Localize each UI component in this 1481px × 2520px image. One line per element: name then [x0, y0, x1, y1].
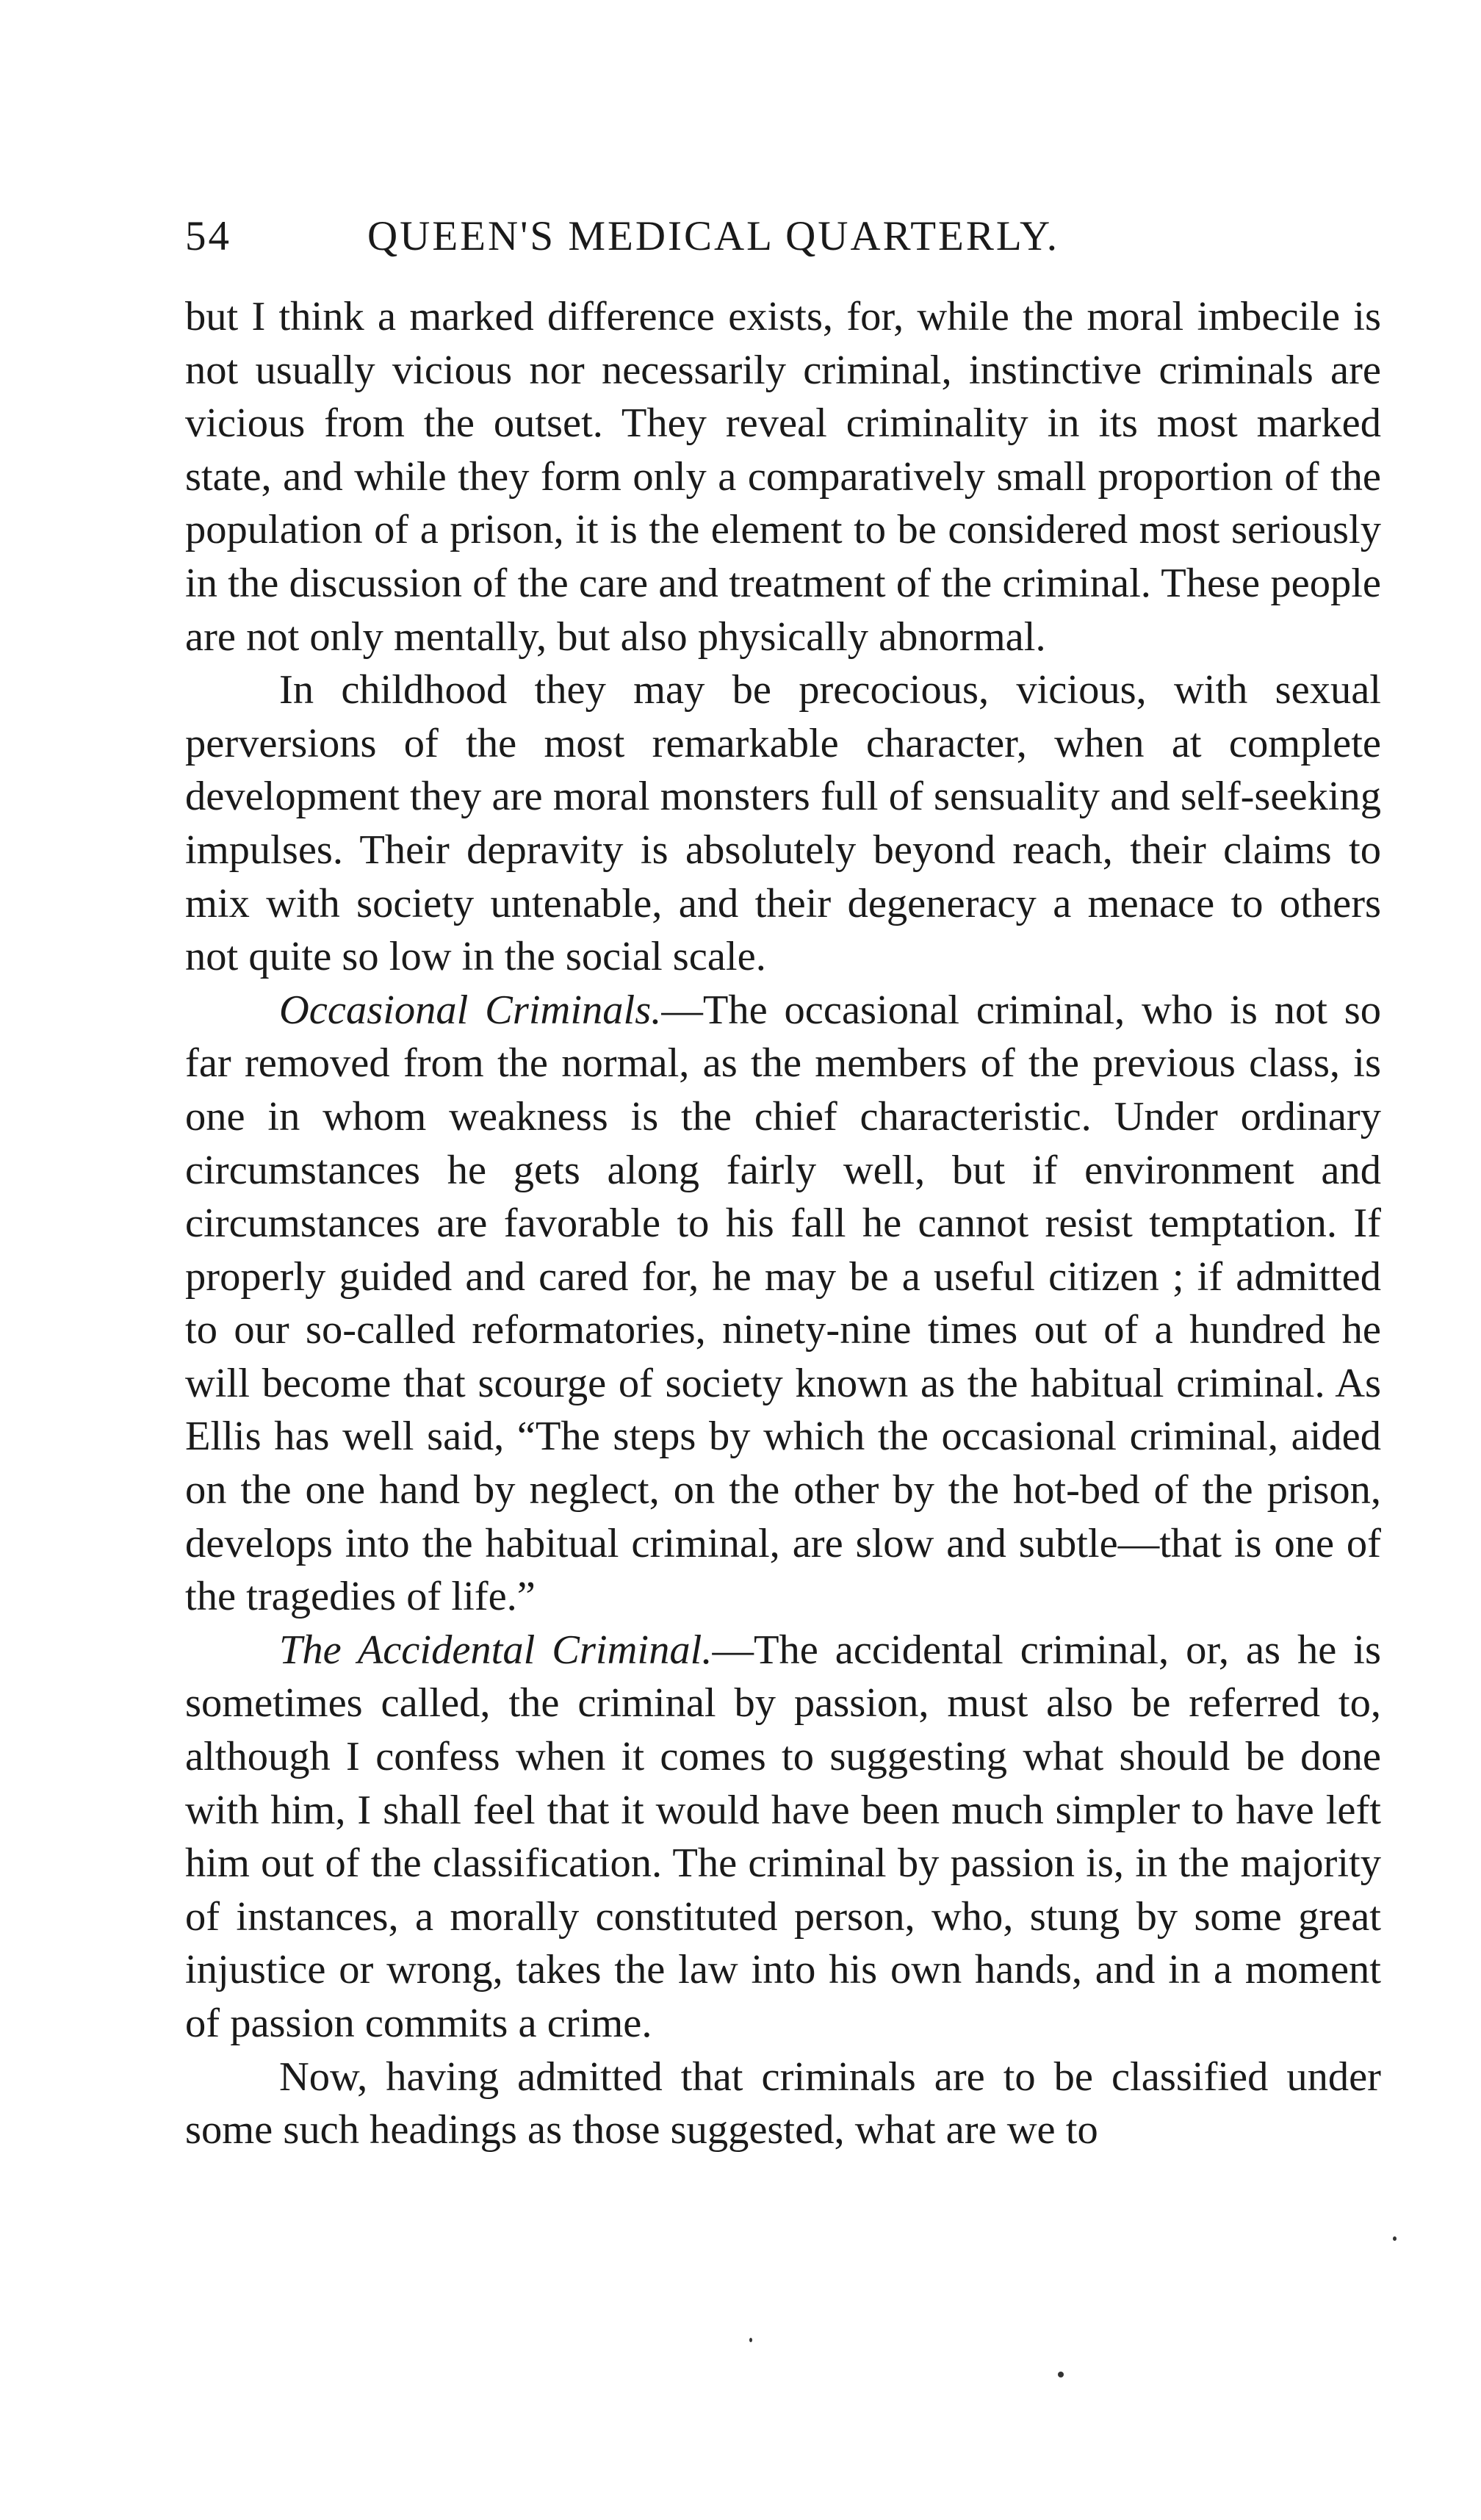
ink-speck	[1058, 2372, 1064, 2377]
paragraph-text: but I think a marked difference exists, for, while the moral imbecile is not usually vicious nor necessarily criminal, instinctive criminals are vicious from the outset. They reveal criminality in its most marked state, and while they form only a comparatively small proportion of the population of a prison, it is the element to be considered most seriously in the discussion of the care and treatment of the criminal. These people are not only mentally, but also physically abnormal.	[185, 294, 1381, 660]
section-heading-accidental-criminal: The Accidental Criminal.	[279, 1627, 713, 1673]
paragraph-classification	[185, 2051, 1381, 2157]
paragraph-text: —The accidental criminal, or, as he is sometimes called, the criminal by passion, must also be referred to, although I confess when it comes to suggesting what should be done with him, I shall feel that it would have been much simpler to have left him out of the classification. The criminal by passion is, in the majority of instances, a morally constituted person, who, stung by some great injustice or wrong, takes the law into his own hands, and in a moment of passion commits a crime.	[185, 1627, 1381, 2046]
page-number: 54	[185, 213, 231, 259]
journal-title: QUEEN'S MEDICAL QUARTERLY.	[367, 213, 1060, 259]
paragraph-text: Now, having admitted that criminals are to be classified under some such headings as those suggested, what are we to	[185, 2053, 1381, 2153]
paragraph-continued	[185, 290, 1381, 663]
paragraph-childhood	[185, 663, 1381, 984]
ink-speck	[1393, 2236, 1397, 2241]
paragraph-text: In childhood they may be precocious, vicious, with sexual perversions of the most remarkable character, when at complete development they are moral monsters full of sensuality and self-seeking impulses. Their depravity is absolutely beyond reach, their claims to mix with society untenable, and their degeneracy a menace to others not quite so low in the social scale.	[185, 667, 1381, 980]
ink-speck	[749, 2338, 752, 2342]
paragraph-text: —The occasional criminal, who is not so far removed from the normal, as the members of the previous class, is one in whom weakness is the chief characteristic. Under ordinary circumstances he gets along fairly well, but if environment and circumstances are favorable to his fall he cannot resist temptation. If properly guided and cared for, he may be a useful citizen ; if admitted to our so-called reformatories, ninety-nine times out of a hundred he will become that scourge of society known as the habitual criminal. As Ellis has well said, “The steps by which the occasional criminal, aided on the one hand by neglect, on the other by the hot-bed of the prison, develops into the habitual criminal, are slow and subtle—that is one of the tragedies of life.”	[185, 987, 1381, 1620]
paragraph-occasional-criminals	[185, 984, 1381, 1624]
paragraph-accidental-criminal	[185, 1624, 1381, 2051]
running-head	[185, 207, 1199, 266]
section-heading-occasional-criminals: Occasional Criminals.	[279, 987, 662, 1033]
body-text	[185, 290, 1381, 2157]
